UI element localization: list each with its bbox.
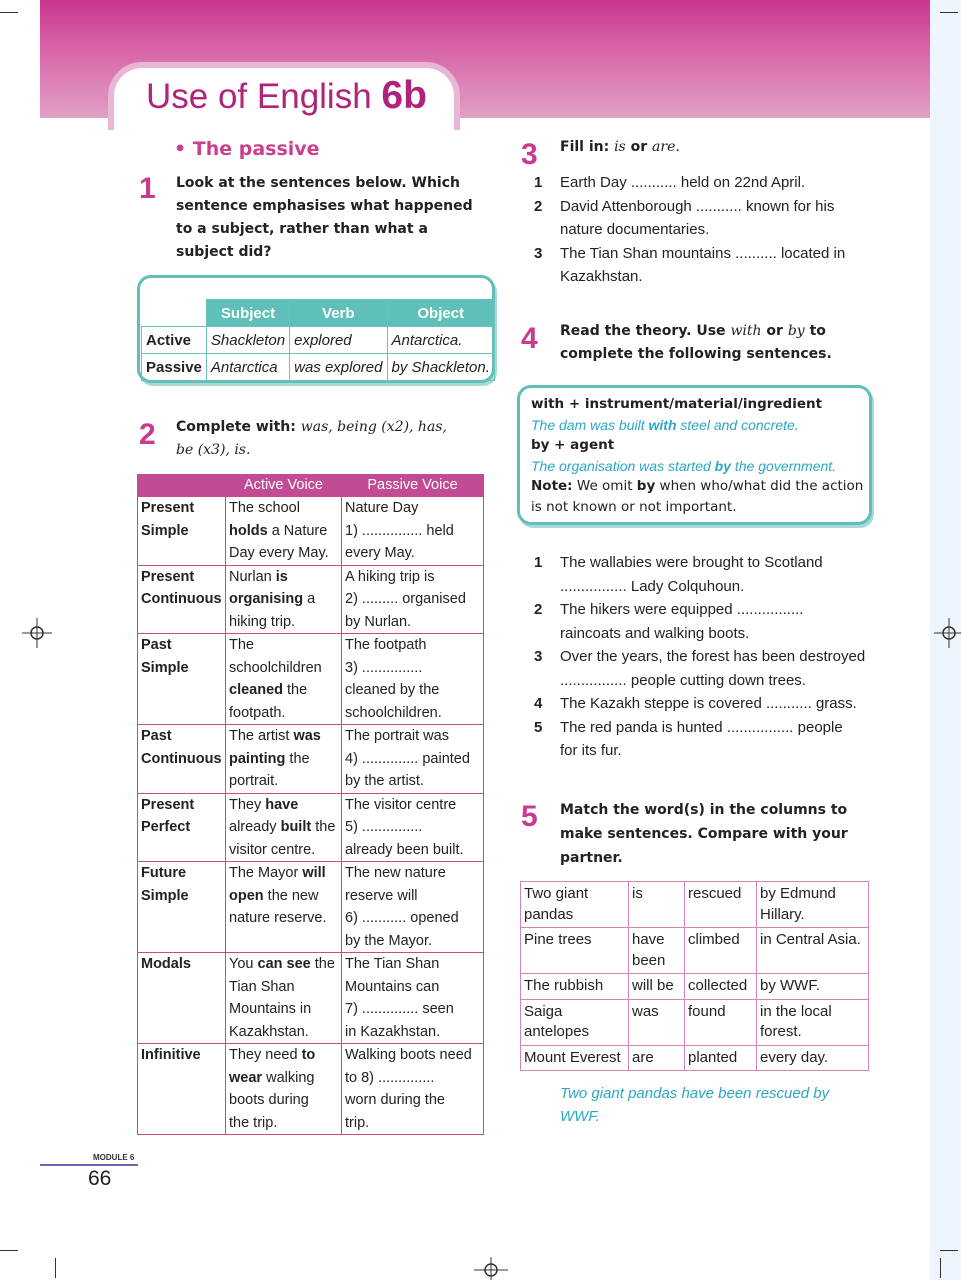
ex3-instructions: Fill in: is or are. — [560, 139, 680, 155]
exercise-number: 4 — [521, 322, 538, 355]
active-cell — [226, 565, 342, 634]
cell-line: Mountains can — [345, 978, 440, 995]
table-cell: explored — [290, 327, 387, 354]
table-header — [142, 300, 207, 327]
cell-line: The new nature — [345, 865, 446, 881]
cell-line: reserve will — [345, 887, 418, 904]
list-item — [534, 242, 869, 289]
cell-line: Mountains in — [229, 1001, 312, 1017]
table-row — [138, 793, 484, 862]
item-line: The hikers were equipped ................ — [560, 601, 804, 618]
page-number: 66 — [88, 1167, 112, 1190]
exercise-number: 2 — [139, 418, 156, 451]
exercise-number: 1 — [139, 172, 156, 205]
item-number: 1 — [534, 554, 543, 571]
item-number: 5 — [534, 718, 543, 736]
cell-line: collected — [688, 977, 748, 994]
cell-line: wear walking — [229, 1069, 315, 1086]
active-cell — [226, 497, 342, 566]
table-row — [521, 1045, 869, 1071]
cell-line: Modals — [141, 956, 191, 972]
crop-mark — [0, 12, 18, 13]
cell-line: Walking boots need — [345, 1047, 472, 1063]
cell-line: in Kazakhstan. — [345, 1023, 441, 1040]
cell-line: They need to — [229, 1047, 316, 1063]
registration-mark-icon — [22, 618, 52, 648]
item-number: 2 — [534, 601, 543, 618]
row-label — [138, 862, 226, 953]
ex1-instructions: Look at the sentences below. Which sentence emphasises what happened to a subject, rather than what a subject did? — [176, 175, 473, 260]
cell-line: footpath. — [229, 704, 286, 721]
table-cell — [629, 999, 685, 1045]
cell-line: 2) ......... organised — [345, 591, 466, 607]
table-cell — [685, 1045, 757, 1071]
passive-cell — [342, 634, 484, 725]
cell-line: Past — [141, 637, 172, 653]
list-item — [534, 598, 869, 645]
item-line: The wallabies were brought to Scotland — [560, 554, 823, 571]
table-cell: Shackleton — [206, 327, 289, 354]
passive-cell — [342, 497, 484, 566]
table-row — [138, 634, 484, 725]
cell-line: 7) .............. seen — [345, 1001, 454, 1017]
matching-table — [520, 881, 869, 1071]
cell-line: Nature Day — [345, 500, 419, 516]
cell-line: already built the — [229, 819, 336, 835]
table-cell — [757, 999, 869, 1045]
table-cell: by Shackleton. — [387, 354, 494, 381]
cell-line: Nurlan is — [229, 568, 288, 585]
item-line: ................ Lady Colquhoun. — [560, 577, 745, 595]
cell-line: Simple — [141, 659, 189, 676]
section-heading: • The passive — [174, 138, 320, 160]
row-label — [138, 953, 226, 1044]
item-line: The Kazakh steppe is covered ........... grass. — [560, 695, 857, 712]
cell-line: by Nurlan. — [345, 613, 412, 630]
footer-rule — [40, 1164, 138, 1166]
table-header — [138, 475, 226, 497]
table-row — [521, 928, 869, 974]
row-label — [138, 634, 226, 725]
ex3-list — [534, 171, 869, 289]
item-line: for its fur. — [560, 742, 622, 759]
cell-line: every day. — [760, 1048, 829, 1066]
table-cell: Passive — [142, 354, 207, 381]
cell-line: You can see the — [229, 956, 335, 972]
item-line: The red panda is hunted ................ people — [560, 718, 843, 736]
item-line: raincoats and walking boots. — [560, 624, 750, 642]
cell-line: by the artist. — [345, 773, 424, 789]
cell-line: nature reserve. — [229, 910, 327, 926]
cell-line: portrait. — [229, 773, 279, 789]
ex2-instructions: Complete with: was, being (x2), has, be (x3), is. — [176, 419, 447, 458]
table-cell: Active — [142, 327, 207, 354]
cell-line: Present — [141, 500, 195, 516]
table-row — [138, 862, 484, 953]
cell-line: have — [632, 931, 665, 948]
passive-cell — [342, 862, 484, 953]
active-passive-table — [141, 299, 495, 381]
exercise-number: 5 — [521, 800, 538, 833]
cell-line: 3) ............... — [345, 659, 423, 676]
cell-line: is — [632, 885, 643, 902]
table-row — [138, 565, 484, 634]
table-row — [138, 725, 484, 794]
table-cell — [629, 928, 685, 974]
cell-line: organising a — [229, 591, 316, 607]
ex4-instructions: Read the theory. Use with or by to complete the following sentences. — [560, 323, 832, 362]
crop-mark — [940, 12, 958, 13]
cell-line: Present — [141, 796, 195, 813]
passive-cell — [342, 565, 484, 634]
item-number: 4 — [534, 695, 543, 712]
table-row — [521, 882, 869, 928]
list-item — [534, 645, 869, 692]
cell-line: They have — [229, 796, 299, 813]
table-cell — [757, 928, 869, 974]
cell-line: Simple — [141, 522, 189, 539]
table-cell — [757, 1045, 869, 1071]
cell-line: climbed — [688, 931, 740, 948]
page-title: Use of English 6b — [146, 74, 427, 117]
crop-mark — [0, 1250, 18, 1251]
table-cell — [521, 999, 629, 1045]
item-line: Earth Day ........... held on 22nd April. — [560, 174, 806, 191]
passive-cell — [342, 953, 484, 1044]
active-cell — [226, 953, 342, 1044]
registration-mark-icon — [474, 1255, 508, 1280]
cell-line: are — [632, 1048, 654, 1066]
cell-line: The rubbish — [524, 977, 604, 994]
cell-line: in the local — [760, 1002, 832, 1020]
row-label — [138, 1044, 226, 1135]
cell-line: been — [632, 951, 666, 969]
cell-line: schoolchildren. — [345, 704, 442, 721]
active-cell — [226, 793, 342, 862]
cell-line: was — [632, 1002, 659, 1020]
cell-line: by the Mayor. — [345, 932, 433, 949]
cell-line: every May. — [345, 545, 415, 561]
cell-line: Two giant — [524, 885, 589, 902]
cell-line: Continuous — [141, 591, 222, 607]
table-cell — [757, 974, 869, 1000]
table-row — [521, 999, 869, 1045]
cell-line: The visitor centre — [345, 796, 457, 813]
cell-line: rescued — [688, 885, 742, 902]
cell-line: by WWF. — [760, 977, 820, 994]
item-line: David Attenborough ........... known for his — [560, 197, 835, 215]
table-row — [138, 953, 484, 1044]
cell-line: Infinitive — [141, 1047, 201, 1063]
cell-line: The — [229, 637, 254, 653]
cell-line: The footpath — [345, 637, 427, 653]
cell-line: Past — [141, 728, 172, 744]
table-cell — [685, 999, 757, 1045]
cell-line: 4) .............. painted — [345, 750, 470, 767]
table-row — [138, 1044, 484, 1135]
cell-line: Future — [141, 865, 187, 881]
module-label: MODULE 6 — [93, 1153, 135, 1162]
cell-line: Tian Shan — [229, 978, 295, 995]
table-cell — [521, 882, 629, 928]
item-number: 3 — [534, 244, 543, 262]
cell-line: Mount Everest — [524, 1048, 621, 1066]
active-cell — [226, 1044, 342, 1135]
cell-line: worn during the — [345, 1092, 445, 1108]
cell-line: open the new — [229, 887, 319, 904]
passive-cell — [342, 725, 484, 794]
row-label — [138, 725, 226, 794]
passive-cell — [342, 1044, 484, 1135]
cell-line: The Tian Shan — [345, 956, 440, 972]
cell-line: Perfect — [141, 819, 191, 835]
cell-line: The Mayor will — [229, 865, 326, 881]
table-cell: was explored — [290, 354, 387, 381]
table-row — [142, 354, 495, 381]
cell-line: holds a Nature — [229, 522, 328, 539]
list-item — [534, 716, 869, 763]
row-label — [138, 497, 226, 566]
item-line: Over the years, the forest has been destroyed — [560, 648, 866, 665]
table-cell — [521, 974, 629, 1000]
item-number: 2 — [534, 197, 543, 215]
table-cell: Antarctica — [206, 354, 289, 381]
table-cell — [685, 974, 757, 1000]
cell-line: Simple — [141, 887, 189, 904]
cell-line: cleaned the — [229, 682, 308, 698]
cell-line: 5) ............... — [345, 819, 423, 835]
list-item — [534, 551, 869, 598]
cell-line: trip. — [345, 1114, 370, 1131]
table-row — [138, 497, 484, 566]
cell-line: to 8) .............. — [345, 1069, 435, 1086]
item-number: 1 — [534, 174, 543, 191]
item-line: ................ people cutting down trees. — [560, 671, 806, 689]
table-row — [142, 327, 495, 354]
cell-line: boots during — [229, 1092, 309, 1108]
table-header: Subject — [206, 300, 289, 327]
cell-line: A hiking trip is — [345, 568, 435, 585]
table-cell — [685, 928, 757, 974]
cell-line: Pine trees — [524, 931, 592, 948]
cell-line: 1) ............... held — [345, 522, 454, 539]
cell-line: Day every May. — [229, 545, 329, 561]
table-cell: Antarctica. — [387, 327, 494, 354]
active-cell — [226, 725, 342, 794]
cell-line: schoolchildren — [229, 659, 322, 676]
ex5-instructions: Match the word(s) in the columns to make sentences. Compare with your partner. — [560, 802, 848, 866]
passive-voice-table — [137, 474, 484, 1135]
cell-line: pandas — [524, 905, 574, 923]
item-line: The Tian Shan mountains .......... located in — [560, 244, 846, 262]
table-cell — [521, 928, 629, 974]
cell-line: painting the — [229, 750, 310, 767]
item-line: nature documentaries. — [560, 221, 710, 238]
cell-line: Present — [141, 568, 195, 585]
registration-mark-icon — [934, 618, 961, 648]
cell-line: by Edmund — [760, 885, 836, 902]
table-cell — [521, 1045, 629, 1071]
item-number: 3 — [534, 648, 543, 665]
exercise-number: 3 — [521, 138, 538, 171]
cell-line: found — [688, 1002, 726, 1020]
crop-mark — [940, 1258, 941, 1278]
table-header: Verb — [290, 300, 387, 327]
cell-line: Continuous — [141, 750, 222, 767]
cell-line: in Central Asia. — [760, 931, 861, 948]
table-cell — [757, 882, 869, 928]
cell-line: the trip. — [229, 1114, 278, 1131]
cell-line: hiking trip. — [229, 613, 296, 630]
table-header: Active Voice — [226, 475, 342, 497]
cell-line: cleaned by the — [345, 682, 440, 698]
table-row — [521, 974, 869, 1000]
cell-line: planted — [688, 1048, 738, 1066]
ex4-list — [534, 551, 869, 763]
table-cell — [629, 1045, 685, 1071]
item-line: Kazakhstan. — [560, 268, 643, 285]
cell-line: visitor centre. — [229, 841, 316, 858]
table-cell — [629, 882, 685, 928]
cell-line: forest. — [760, 1023, 802, 1040]
cell-line: already been built. — [345, 841, 464, 858]
list-item — [534, 195, 869, 242]
cell-line: 6) ........... opened — [345, 910, 459, 926]
cell-line: The portrait was — [345, 728, 449, 744]
crop-mark — [940, 1250, 958, 1251]
row-label — [138, 565, 226, 634]
cell-line: antelopes — [524, 1023, 590, 1040]
cell-line: Kazakhstan. — [229, 1023, 309, 1040]
cell-line: The school — [229, 500, 300, 516]
theory-text: with + instrument/material/ingredient The dam was built with steel and concrete. by + agent The organisation was started by the government. Note: We omit by when who/what did the action is not known or not important. — [531, 396, 864, 515]
list-item — [534, 171, 869, 195]
table-header: Object — [387, 300, 494, 327]
passive-cell — [342, 793, 484, 862]
cell-line: The artist was — [229, 728, 321, 744]
example-answer: Two giant pandas have been rescued by WWF. — [560, 1085, 830, 1125]
active-cell — [226, 862, 342, 953]
table-cell — [629, 974, 685, 1000]
cell-line: Saiga — [524, 1002, 563, 1020]
active-cell — [226, 634, 342, 725]
cell-line: will be — [632, 977, 674, 994]
list-item — [534, 692, 869, 716]
cell-line: Hillary. — [760, 905, 805, 923]
crop-mark — [55, 1258, 56, 1278]
table-cell — [685, 882, 757, 928]
table-header: Passive Voice — [342, 475, 484, 497]
row-label — [138, 793, 226, 862]
